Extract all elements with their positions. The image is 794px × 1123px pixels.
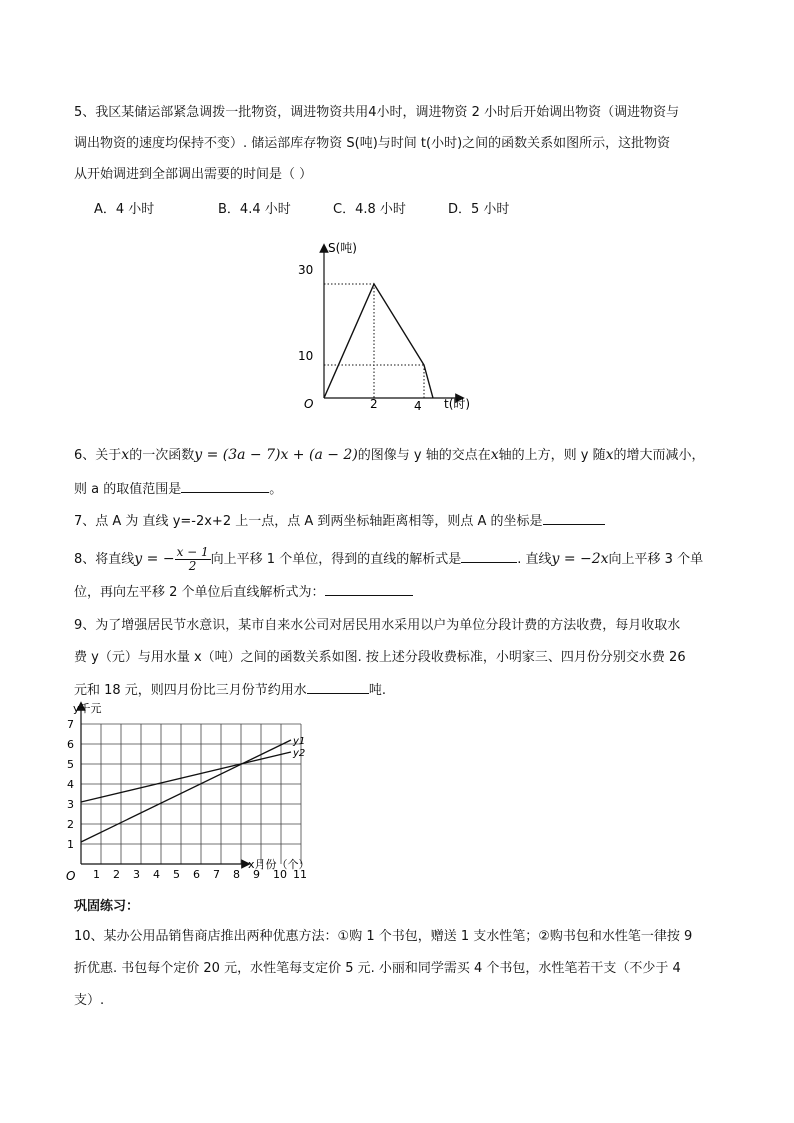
q9-y-tick: 5 [67,758,74,771]
q5-option-c: C．4.8 小时 [333,202,406,217]
q6-x-1: x [121,447,130,463]
q5-line-1: 5、我区某储运部紧急调拨一批物资，调进物资共用4小时，调进物资 2 小时后开始调出物资（调进物资与 [74,105,680,120]
q5-x-label: t(时) [444,397,471,411]
q6-x-3: x [605,447,614,463]
q7-line [74,512,605,531]
q8-answer-blank-2[interactable] [325,583,413,596]
q9-x-tick: 4 [153,868,160,881]
q9-y-tick: 6 [67,738,74,751]
q9-y-tick: 7 [67,718,74,731]
consolidation-heading: 巩固练习： [74,899,140,914]
q9-line-3 [74,681,386,700]
q9-line-3-end: 吨. [368,683,386,698]
q9-answer-blank[interactable] [307,681,369,694]
q6-part-5: 的增大而减小， [613,448,705,463]
q9-series-y2 [81,752,291,802]
q5-tick-10: 10 [298,349,314,363]
q9-x-tick: 11 [293,868,307,881]
q9-x-tick: 1 [93,868,100,881]
q5-tick-30: 30 [298,263,314,277]
q7-text: 7、点 A 为 直线 y=-2x+2 上一点，点 A 到两坐标轴距离相等，则点 A 的坐标是 [74,514,543,529]
q5-line-3: 从开始调进到全部调出需要的时间是（ ） [74,167,313,182]
q10-line-1: 10、某办公用品销售商店推出两种优惠方法：①购 1 个书包，赠送 1 支水性笔；②购书包和水性笔一律按 9 [74,929,693,944]
q8-formula-2: y = −2x [551,551,609,567]
q5-y-label: S(吨) [328,241,357,255]
q5-chart [290,236,490,418]
q8-answer-blank-1[interactable] [461,550,517,563]
q9-line-2: 费 y（元）与用水量 x（吨）之间的函数关系如图. 按上述分段收费标准，小明家三、四月份分别交水费 26 [74,650,686,665]
q9-y-tick: 1 [67,838,74,851]
q6-formula: y = (3a − 7)x + (a − 2) [194,447,358,463]
q6-answer-blank[interactable] [181,480,269,493]
q9-x-tick: 2 [113,868,120,881]
q8-fraction [175,546,211,573]
q9-x-tick: 10 [273,868,287,881]
q8-part-2: 向上平移 1 个单位，得到的直线的解析式是 [210,552,462,567]
q5-origin: O [304,397,314,411]
q9-x-label: x月份（个） [248,858,310,871]
q9-series-label-y1: y1 [293,736,306,747]
q6-part-4: 轴的上方，则 y 随 [498,448,606,463]
q9-x-tick: 9 [253,868,260,881]
q5-option-a: A．4 小时 [94,202,155,217]
q8-part-1: 8、将直线 [74,552,135,567]
q5-tick-2: 2 [370,397,378,411]
q5-line-2: 调出物资的速度均保持不变）. 储运部库存物资 S(吨)与时间 t(小时)之间的函数关系如图所示，这批物资 [74,136,671,151]
q9-x-tick: 5 [173,868,180,881]
q9-chart [56,700,316,890]
q5-tick-4: 4 [414,399,422,413]
q9-y-tick: 3 [67,798,74,811]
q9-series-label-y2: y2 [293,748,306,759]
q9-y-tick: 4 [67,778,74,791]
q9-x-tick: 3 [133,868,140,881]
q8-line-2-text: 位，再向左平移 2 个单位后直线解析式为： [74,585,325,600]
q6-part-2: 的一次函数 [129,448,195,463]
q9-y-label: y千元 [73,702,102,715]
q8-line-1 [74,546,703,573]
q9-line-1: 9、为了增强居民节水意识，某市自来水公司对居民用水采用以户为单位分段计费的方法收费，每月收取水 [74,618,681,633]
q9-x-tick: 6 [193,868,200,881]
q6-line-2-end: 。 [269,482,283,497]
q5-option-d: D．5 小时 [448,202,510,217]
q6-part-1: 6、关于 [74,448,122,463]
q6-part-3: 的图像与 y 轴的交点在 [357,448,491,463]
q7-answer-blank[interactable] [543,512,605,525]
q8-numerator: x − 1 [176,545,209,559]
q6-line-1 [74,446,705,465]
q9-x-tick: 7 [213,868,220,881]
q9-series-y1 [81,740,291,842]
q8-line-2 [74,583,413,602]
q9-origin: O [66,869,76,883]
q8-part-4: 向上平移 3 个单 [608,552,704,567]
q9-y-tick: 2 [67,818,74,831]
q8-denominator: 2 [188,559,197,573]
q6-x-2: x [490,447,499,463]
q8-lhs: y = − [134,551,175,567]
q5-graph-line [324,284,433,398]
q6-line-2-text: 则 a 的取值范围是 [74,482,182,497]
q9-line-3-text: 元和 18 元，则四月份比三月份节约用水 [74,683,307,698]
q6-line-2 [74,480,282,499]
q8-part-3: . 直线 [517,552,552,567]
q9-x-tick: 8 [233,868,240,881]
q10-line-3: 支）. [74,993,105,1008]
q5-option-b: B．4.4 小时 [218,202,291,217]
q10-line-2: 折优惠. 书包每个定价 20 元，水性笔每支定价 5 元. 小丽和同学需买 4 个书包，水性笔若干支（不少于 4 [74,961,681,976]
